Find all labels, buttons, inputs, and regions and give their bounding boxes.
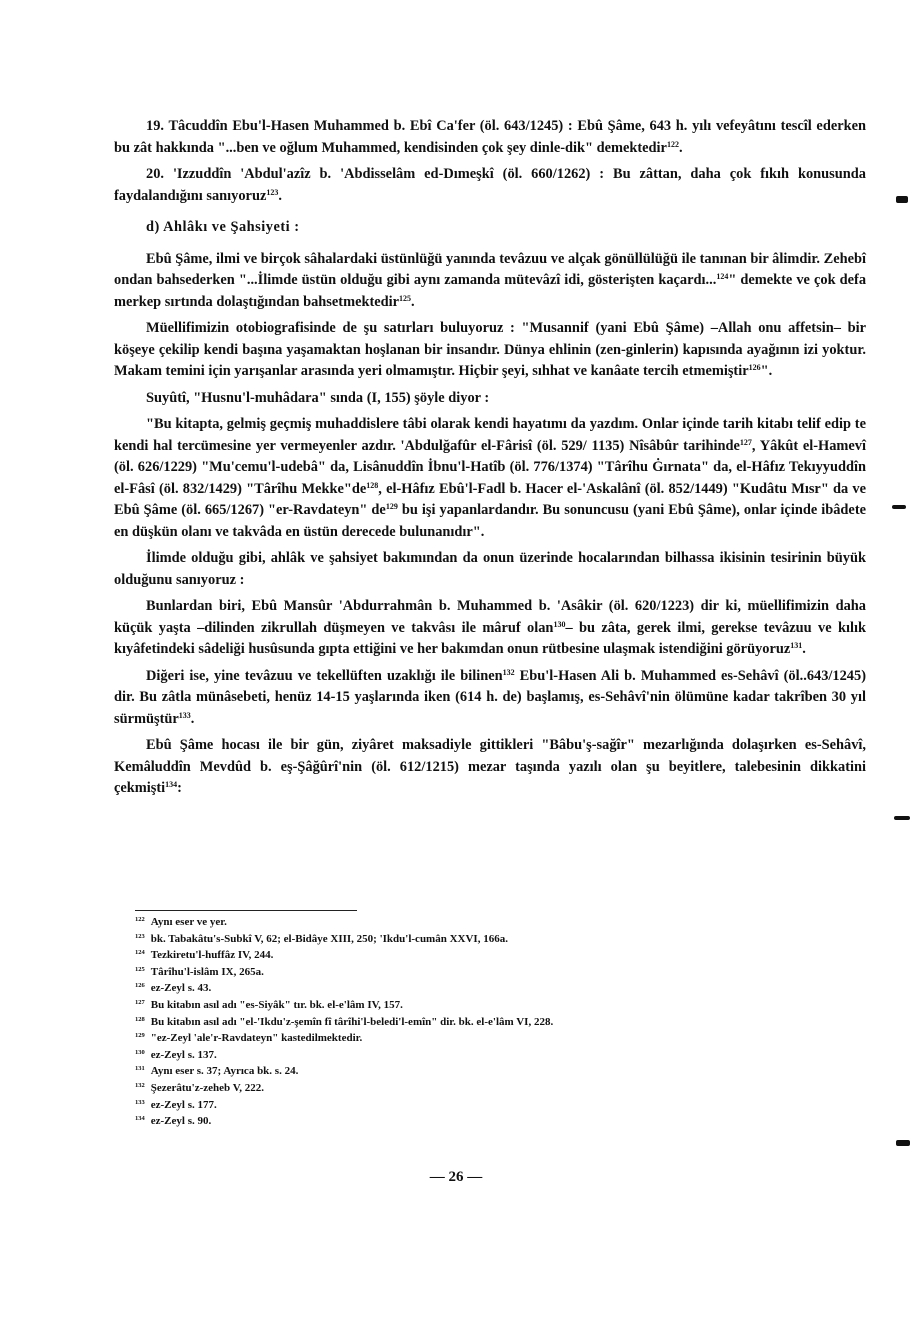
paragraph-ibn-asakir: Bunlardan biri, Ebû Mansûr 'Abdurrahmân b. Muhammed b. 'Asâkir (öl. 620/1223) dir ki, müellifimizin daha küçük yaşta –dilinden zikrullah düşmeyen ve takvâsı ile mâruf olan$^{130}$– bu zâta, gerek ilmi, gerekse tevâzuu ve kılık kıyâfetindeki sâdeliği husûsunda gıpta ettiğini ve her bakımdan onun rütbesine ulaşmak istendiğini görüyoruz$^{131}$. xyxy=(114,598,866,657)
footnote-item: $^{129}$ "ez-Zeyl 'ale'r-Ravdateyn" kastedilmektedir. xyxy=(135,1032,363,1045)
paragraph-sehavi: Diğeri ise, yine tevâzuu ve tekellüften uzaklığı ile bilinen$^{132}$ Ebu'l-Hasen Ali b. Muhammed es-Sehâvî (öl..643/1245) dir. Bu zâtla münâsebeti, henüz 14-15 yaşlarında iken (614 h. de) başlamış, es-Sehâvî'nin ölümüne kadar takrîben 30 yıl sürmüştür$^{133}$. xyxy=(114,667,866,727)
section-heading: d) Ahlâkı ve Şahsiyeti : xyxy=(146,219,300,235)
footnote-item: $^{127}$ Bu kitabın asıl adı "es-Siyâk" tır. bk. el-e'lâm IV, 157. xyxy=(135,998,403,1011)
footnote-ref-123: 123 xyxy=(266,187,279,197)
footnote-item: $^{134}$ ez-Zeyl s. 90. xyxy=(135,1115,212,1128)
footnote-ref-130: 130 xyxy=(553,619,566,629)
paragraph-suyuti: Suyûtî, "Husnu'l-muhâdara" sında (I, 155) şöyle diyor : xyxy=(146,389,490,406)
page-body xyxy=(114,116,866,800)
paragraph-19: 19. Tâcuddîn Ebu'l-Hasen Muhammed b. Ebî Ca'fer (öl. 643/1245) : Ebû Şâme, 643 h. yılı vefeyâtını tescîl ederken bu zât hakkında "...ben ve oğlum Muhammed, kendisinden çok şey dinle-dik" demektedir$^{122}$. xyxy=(114,118,866,156)
footnote-ref-133: 133 xyxy=(178,710,191,720)
scan-edge-mark xyxy=(896,1140,910,1146)
footnote-ref-124: 124 xyxy=(716,272,729,281)
footnote-ref-134: 134 xyxy=(165,780,178,789)
footnote-ref-131: 131 xyxy=(790,641,803,650)
footnote-item: $^{122}$ Aynı eser ve yer. xyxy=(135,916,227,928)
footnote-item: $^{132}$ Şezerâtu'z-zeheb V, 222. xyxy=(135,1081,264,1094)
footnote-ref-122: 122 xyxy=(666,139,679,149)
paragraph-humility: Ebû Şâme, ilmi ve birçok sâhalardaki üstünlüğü yanında tevâzuu ve alçak gönüllülüğü ile tanınan bir âlimdir. Zehebî ondan bahsederken "...İlimde üstün olduğu gibi aynı zamanda mütevâzî idi, gösterişten kaçardı...$^{124}$" demekte ve çok defa merkep sırtında dolaştığından bahsetmektedir$^{125}$. xyxy=(114,250,867,310)
paragraph-teachers: İlimde olduğu gibi, ahlâk ve şahsiyet bakımından da onun üzerinde hocalarından bilhassa ikisinin tesirinin büyük olduğunu sanıyoruz : xyxy=(114,550,866,588)
paragraph-autobiography: Müellifimizin otobiografisinde de şu satırları buluyoruz : "Musannif (yani Ebû Şâme) –Allah onu affetsin– bir köşeye çekilip kendi başına yaşamaktan hoşlanan bir insandır. Dünya ehlinin (zen-ginlerin) kapısında ayağının izi yoktur. Makam temini için yarışanlar arasında yeri olmamıştır. Hiçbir şeyi, sıhhat ve kanâate tercih etmemiştir$^{126}$". xyxy=(114,320,866,379)
scan-edge-mark xyxy=(896,196,908,203)
footnote-item: $^{131}$ Aynı eser s. 37; Ayrıca bk. s. 24. xyxy=(135,1065,299,1078)
footnote-ref-129: 129 xyxy=(385,502,398,511)
scan-edge-mark xyxy=(892,505,906,509)
paragraph-20: 20. 'Izzuddîn 'Abdul'azîz b. 'Abdisselâm ed-Dımeşkî (öl. 660/1262) : Bu zâttan, daha çok fıkıh konusunda faydalandığını sanıyoruz$^{123}$. xyxy=(114,166,866,204)
footnote-ref-127: 127 xyxy=(739,437,752,447)
footnote-item: $^{124}$ Tezkiretu'l-huffâz IV, 244. xyxy=(135,949,274,962)
paragraph-20-text: 'Izzuddîn 'Abdul'azîz b. 'Abdisselâm ed-Dımeşkî (öl. 660/1262) : Bu zâttan, daha çok fıkıh konusunda faydalandığını sanıyoruz xyxy=(114,166,866,204)
paragraph-cemetery: Ebû Şâme hocası ile bir gün, ziyâret maksadiyle gittikleri "Bâbu'ş-sağîr" mezarlığında dolaşırken es-Sehâvî, Kemâluddîn Mevdûd b. eş-Şâğûrî'nin (öl. 612/1215) mezar taşında yazılı olan şu beyitlere, talebesinin dikkatini çekmişti$^{134}$: xyxy=(114,737,866,796)
paragraph-quote: "Bu kitapta, gelmiş geçmiş muhaddislere tâbi olarak kendi hayatımı da yazdım. Onlar içinde tarih kitabı telif edip te kendi hal tercümesine yer vermeyenler azdır. 'Abdulğafûr el-Fârisî (öl. 529/ 1135) Nîsâbûr tarihinde$^{127}$, Yâkût el-Hamevî (öl. 626/1229) "Mu'cemu'l-udebâ" da, Lisânuddîn İbnu'l-Hatîb (öl. 776/1374) "Târîhu Ġırnata" da, el-Hâfız Tekıyyuddîn el-Fâsî (öl. 832/1429) "Târîhu $Mekke"de^{128}$, el-Hâfız Ebû'l-Fadl b. Hacer el-'Askalânî (öl. 852/1449) "Kudâtu Mısr" da ve Ebû Şâme (öl. 665/1267) "er-Ravdateyn" $de^{129}$ bu işi yapanlardandır. Bu sonuncusu (yani Ebû Şâme), onlar içinde ibâdete en düşkün olanı ve takvâda en üstün derecede bulunanıdır". xyxy=(114,416,867,540)
footnote-ref-126: 126 xyxy=(748,363,761,372)
paragraph-19-text: Tâcuddîn Ebu'l-Hasen Muhammed b. Ebî Ca'fer (öl. 643/1245) : Ebû Şâme, 643 h. yılı vefeyâtını tescîl ederken bu zât hakkında "...ben ve oğlum Muhammed, kendisinden çok şey dinle-dik" demektedir xyxy=(114,118,866,156)
footnote-ref-128: 128 xyxy=(366,480,379,490)
footnote-item: $^{133}$ ez-Zeyl s. 177. xyxy=(135,1098,217,1111)
footnote-ref-125: 125 xyxy=(399,293,412,303)
footnote-item: $^{125}$ Târîhu'l-islâm IX, 265a. xyxy=(135,965,264,978)
footnote-item: $^{123}$ bk. Tabakâtu's-Subkî V, 62; el-Bidâye XIII, 250; 'Ikdu'l-cumân XXVI, 166a. xyxy=(135,932,508,945)
footnote-ref-132: 132 xyxy=(502,667,515,677)
footnote-separator xyxy=(135,910,357,911)
footnote-item: $^{128}$ Bu kitabın asıl adı "el-'Ikdu'z-şemîn fî târîhi'l-beledi'l-emîn" dir. bk. el-e'lâm VI, 228. xyxy=(135,1015,554,1028)
scan-edge-mark xyxy=(894,816,910,820)
footnotes xyxy=(135,914,835,1130)
footnote-item: $^{130}$ ez-Zeyl s. 137. xyxy=(135,1048,217,1061)
footnote-item: $^{126}$ ez-Zeyl s. 43. xyxy=(135,982,212,995)
page-number: — 26 — xyxy=(429,1169,483,1185)
